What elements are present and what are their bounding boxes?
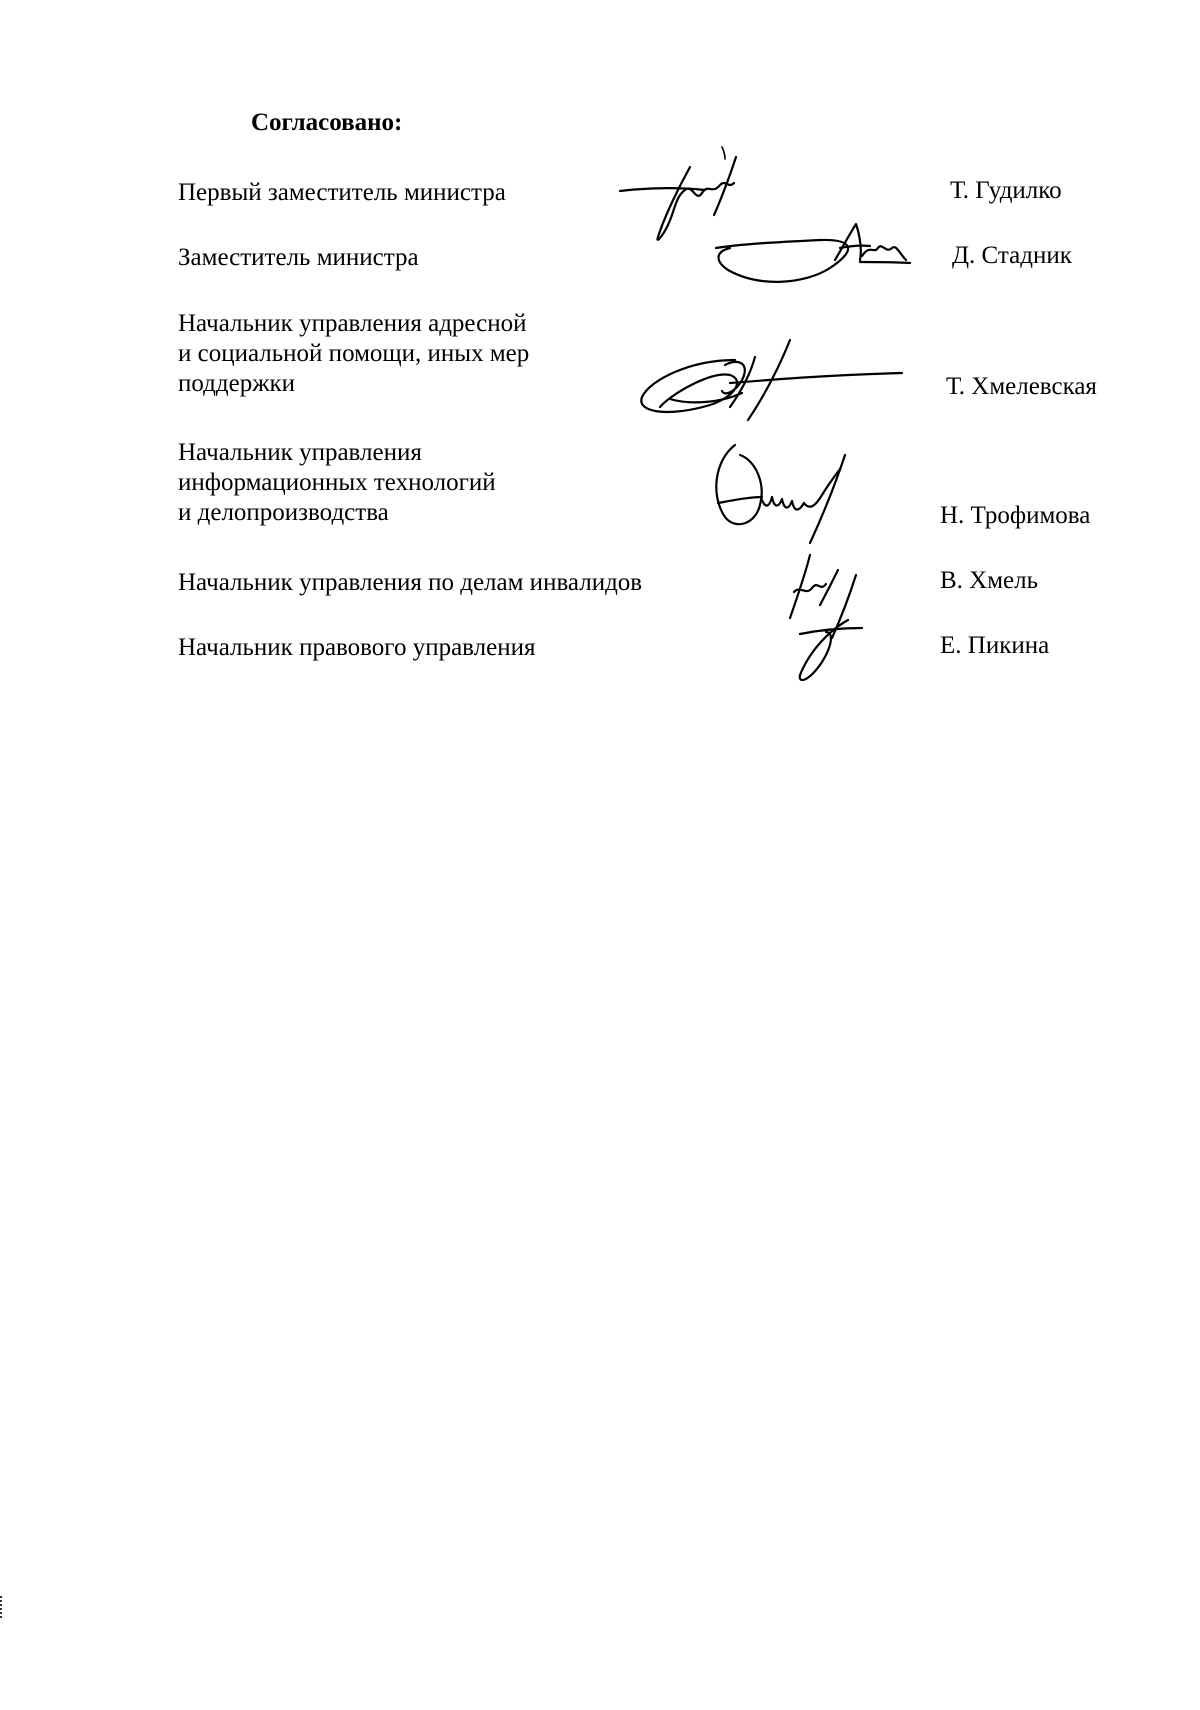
- signatory-name-6: Е. Пикина: [940, 632, 1050, 659]
- signatory-position-5: Начальник управления по делам инвалидов: [178, 569, 643, 596]
- approval-heading: Согласовано:: [251, 109, 403, 136]
- signature-2-mark: [710, 218, 920, 303]
- signature-5-mark: [770, 550, 880, 690]
- signatory-position-2: Заместитель министра: [178, 244, 419, 271]
- signatory-name-2: Д. Стадник: [952, 242, 1072, 269]
- signatory-name-5: В. Хмель: [940, 567, 1039, 594]
- signatory-name-1: Т. Гудилко: [950, 177, 1062, 204]
- signatory-position-1: Первый заместитель министра: [178, 179, 506, 206]
- signatory-position-3: Начальник управления адресной и социальной помощи, иных мер поддержки: [178, 310, 530, 397]
- signatory-name-3: Т. Хмелевская: [946, 373, 1097, 400]
- signature-4-mark: [700, 425, 880, 555]
- signatory-position-4: Начальник управления информационных технологий и делопроизводства: [178, 439, 496, 526]
- signatory-name-4: Н. Трофимова: [940, 502, 1091, 529]
- signatory-position-6: Начальник правового управления: [178, 634, 536, 661]
- scan-edge-mark: [0, 1596, 5, 1618]
- signature-3-mark: [630, 335, 910, 430]
